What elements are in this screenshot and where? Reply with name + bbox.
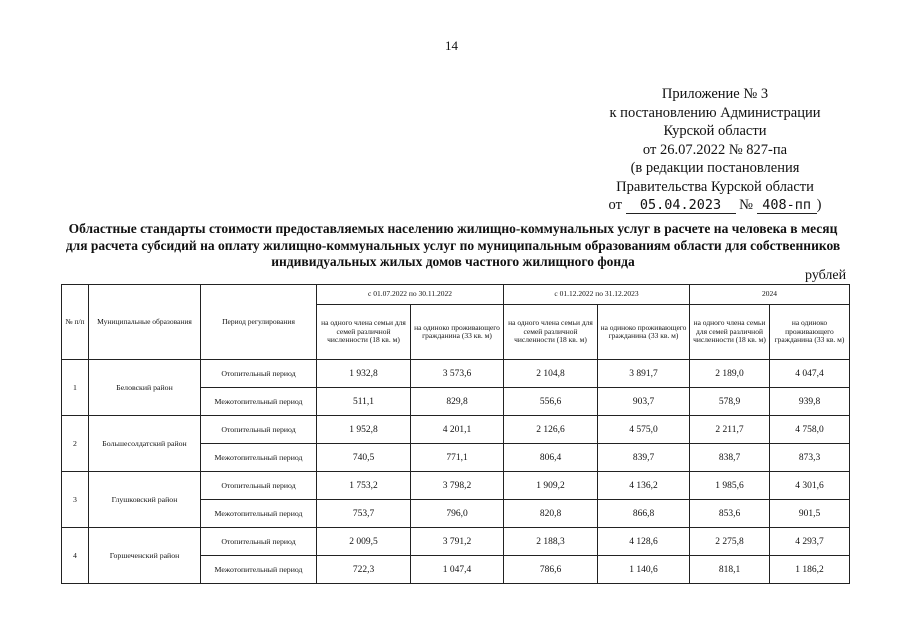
from-label: от [608,197,622,213]
header-period-2: с 01.12.2022 по 31.12.2023 [504,285,690,305]
value-cell: 901,5 [770,500,850,528]
period-label: Отопительный период [201,360,317,388]
period-label: Межотопительный период [201,444,317,472]
value-cell: 2 126,6 [504,416,598,444]
row-number: 1 [62,360,89,416]
value-cell: 1 186,2 [770,556,850,584]
annex-header [590,85,840,215]
number-label: № [739,197,754,213]
value-cell: 873,3 [770,444,850,472]
value-cell: 903,7 [598,388,690,416]
value-cell: 3 791,2 [411,528,504,556]
table-row [62,528,850,556]
annex-line: Курской области [663,123,767,139]
header-single-resident: на одиноко проживающего гражданина (33 кв. м) [411,305,504,360]
header-per-family-member: на одного члена семьи для семей различной численности (18 кв. м) [504,305,598,360]
period-label: Отопительный период [201,528,317,556]
value-cell: 1 909,2 [504,472,598,500]
value-cell: 722,3 [317,556,411,584]
header-municipality: Муниципальные образования [89,285,201,360]
value-cell: 753,7 [317,500,411,528]
value-cell: 2 188,3 [504,528,598,556]
value-cell: 771,1 [411,444,504,472]
value-cell: 786,6 [504,556,598,584]
value-cell: 853,6 [690,500,770,528]
header-period: Период регулирования [201,285,317,360]
value-cell: 1 932,8 [317,360,411,388]
value-cell: 1 753,2 [317,472,411,500]
value-cell: 2 275,8 [690,528,770,556]
value-cell: 4 047,4 [770,360,850,388]
value-cell: 820,8 [504,500,598,528]
value-cell: 838,7 [690,444,770,472]
municipality-name: Большесолдатский район [89,416,201,472]
value-cell: 4 201,1 [411,416,504,444]
value-cell: 740,5 [317,444,411,472]
value-cell: 4 293,7 [770,528,850,556]
amendment-number: 408-пп [757,198,817,214]
header-num: № п/п [62,285,89,360]
header-row-periods [62,285,850,305]
row-number: 3 [62,472,89,528]
value-cell: 829,8 [411,388,504,416]
value-cell: 4 575,0 [598,416,690,444]
value-cell: 4 128,6 [598,528,690,556]
value-cell: 1 047,4 [411,556,504,584]
annex-edition: (в редакции постановления [630,160,800,176]
value-cell: 2 009,5 [317,528,411,556]
value-cell: 796,0 [411,500,504,528]
row-number: 2 [62,416,89,472]
value-cell: 1 140,6 [598,556,690,584]
standards-table [61,284,850,584]
value-cell: 4 136,2 [598,472,690,500]
amendment-date: 05.04.2023 [626,198,736,214]
value-cell: 511,1 [317,388,411,416]
period-label: Межотопительный период [201,500,317,528]
close-paren: ) [816,197,822,213]
value-cell: 806,4 [504,444,598,472]
header-single-resident: на одиноко проживающего гражданина (33 кв. м) [770,305,850,360]
value-cell: 1 985,6 [690,472,770,500]
value-cell: 4 301,6 [770,472,850,500]
row-number: 4 [62,528,89,584]
period-label: Межотопительный период [201,388,317,416]
header-per-family-member: на одного члена семьи для семей различной численности (18 кв. м) [317,305,411,360]
annex-edition: Правительства Курской области [616,178,814,195]
annex-decree: от 26.07.2022 № 827-па [642,141,788,158]
unit-label: рублей [805,268,847,283]
value-cell: 3 573,6 [411,360,504,388]
municipality-name: Глушковский район [89,472,201,528]
value-cell: 2 104,8 [504,360,598,388]
municipality-name: Горшеченский район [89,528,201,584]
table-row [62,360,850,388]
value-cell: 578,9 [690,388,770,416]
value-cell: 3 891,7 [598,360,690,388]
value-cell: 839,7 [598,444,690,472]
header-per-family-member: на одного члена семьи для семей различной численности (18 кв. м) [690,305,770,360]
annex-title: Приложение № 3 [661,86,769,102]
page-number: 14 [445,38,458,53]
header-period-1: с 01.07.2022 по 30.11.2022 [317,285,504,305]
value-cell: 939,8 [770,388,850,416]
value-cell: 2 211,7 [690,416,770,444]
period-label: Отопительный период [201,472,317,500]
annex-amendment [590,196,840,215]
value-cell: 1 952,8 [317,416,411,444]
value-cell: 4 758,0 [770,416,850,444]
period-label: Межотопительный период [201,556,317,584]
value-cell: 818,1 [690,556,770,584]
value-cell: 866,8 [598,500,690,528]
header-single-resident: на одиноко проживающего гражданина (33 кв. м) [598,305,690,360]
value-cell: 556,6 [504,388,598,416]
table-body [62,360,850,584]
value-cell: 3 798,2 [411,472,504,500]
table-row [62,416,850,444]
municipality-name: Беловский район [89,360,201,416]
header-period-3: 2024 [690,285,850,305]
period-label: Отопительный период [201,416,317,444]
annex-line: к постановлению Администрации [609,104,821,121]
value-cell: 2 189,0 [690,360,770,388]
document-title: Областные стандарты стоимости предоставляемых населению жилищно-коммунальных услуг в расчете на человека в месяц для расчета субсидий на оплату жилищно-коммунальных услуг по муниципальным образованиям области для собственников индивидуальных жилых домов частного жилищного фонда [65,221,841,269]
table-row [62,472,850,500]
